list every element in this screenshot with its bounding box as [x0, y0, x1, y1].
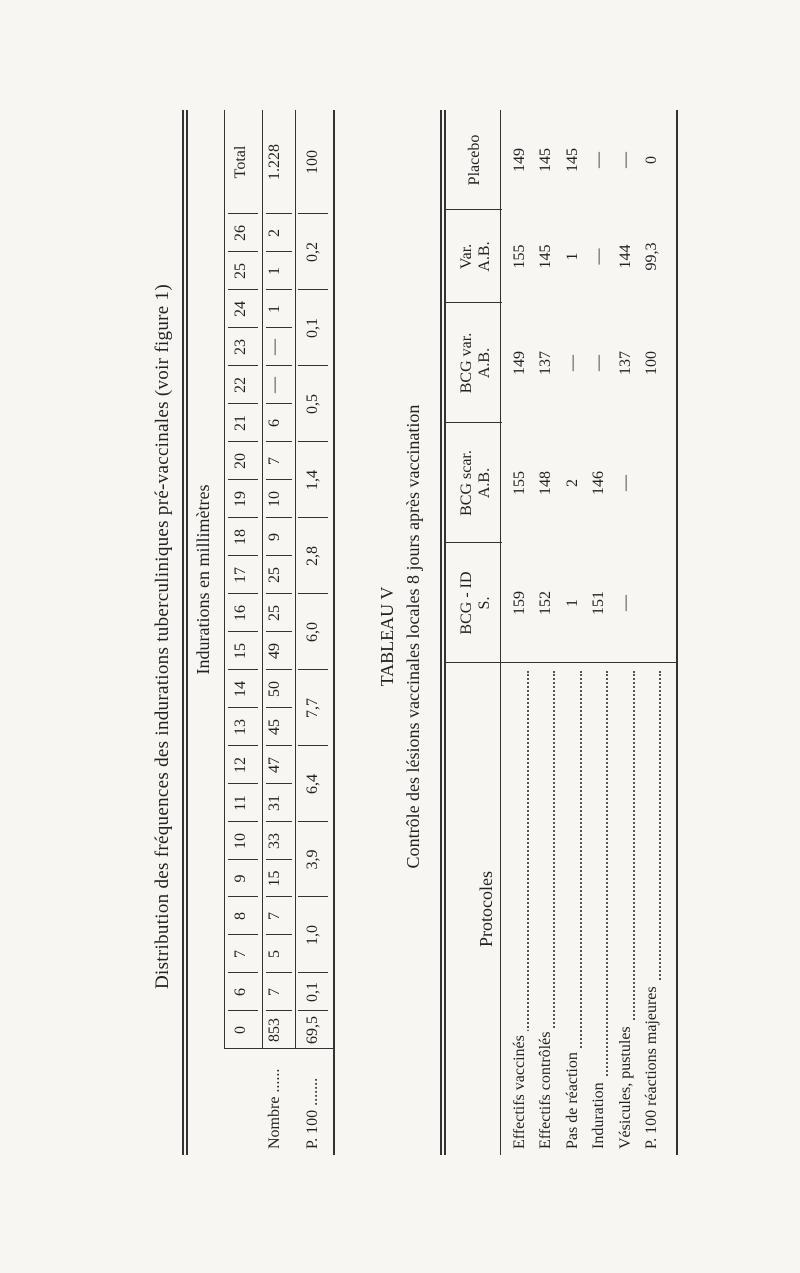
table4-title: Distribution des fréquences des indurations tuberculiniques pré-vaccinales (voir figure 1): [152, 284, 173, 989]
table4-col-header: Total: [232, 145, 249, 179]
table4-row-nombre-label: Nombre ......: [266, 1068, 283, 1149]
table4-cell: 1: [266, 305, 283, 313]
table4-cell: 33: [266, 833, 283, 849]
table4-col-header: 16: [232, 605, 249, 621]
table5-cell: 100: [643, 351, 660, 375]
table4-col-rule: [228, 403, 258, 404]
table5-row-label: Pas de réaction: [564, 1048, 582, 1149]
table5-cell: 2: [564, 479, 581, 487]
table4-col-header: 22: [232, 377, 249, 393]
table4-col-header: 11: [232, 795, 249, 811]
table4-cell: 0,2: [304, 242, 321, 262]
table4-row-rule: [295, 110, 296, 1049]
table4-col-rule: [298, 745, 328, 746]
table4-col-rule: [228, 859, 258, 860]
table5-col-header-line2: S.: [476, 596, 493, 610]
table5-cell: 145: [564, 148, 581, 172]
table4-col-rule: [266, 934, 292, 935]
table4-col-rule: [266, 669, 292, 670]
table4-col-rule: [298, 669, 328, 670]
table4-cell: 6,4: [304, 774, 321, 794]
table5-cell: 149: [511, 351, 528, 375]
table4-cell: 1,0: [304, 925, 321, 945]
table4-col-header: 26: [232, 225, 249, 241]
table4-top-rule: [182, 110, 184, 1155]
table4-cell: 100: [304, 150, 321, 174]
table4-col-header: 13: [232, 719, 249, 735]
table4-cell: 10: [266, 491, 283, 507]
table4-cell: 7: [266, 457, 283, 465]
table4-col-header: 12: [232, 757, 249, 773]
table4-cell: 47: [266, 757, 283, 773]
table4-col-header: 25: [232, 263, 249, 279]
table4-group-header: Indurations en millimètres: [193, 484, 213, 675]
table4-col-rule: [228, 707, 258, 708]
table5-cell: 149: [511, 148, 528, 172]
table4-cell: 0,5: [304, 394, 321, 414]
table5-header-rule: [500, 110, 501, 1155]
table5-col-header-line1: Placebo: [466, 134, 483, 186]
table4-cell: 5: [266, 950, 283, 958]
table4-col-rule: [228, 934, 258, 935]
table4-cell: 1: [266, 267, 283, 275]
table4-col-rule: [228, 896, 258, 897]
table5-cell: 1: [564, 252, 581, 261]
table5-top-rule-2: [444, 110, 446, 1155]
table5-col-header-line1: BCG scar.: [458, 450, 475, 516]
table4-col-rule: [228, 289, 258, 290]
table5-cell: 137: [537, 351, 554, 375]
table4-col-rule: [298, 1010, 328, 1011]
table4-cell: 15: [266, 870, 283, 887]
table4-col-header: 20: [232, 453, 249, 469]
table4-col-rule: [266, 745, 292, 746]
table4-col-rule: [266, 707, 292, 708]
table4-cell: 6: [266, 419, 283, 427]
table4-cell: 45: [266, 719, 283, 735]
table5-col-header-line2: A.B.: [476, 467, 493, 499]
table4-cell: 7,7: [304, 698, 321, 718]
table4-col-rule: [228, 251, 258, 252]
table4-col-rule: [298, 821, 328, 822]
table5-title: TABLEAU V: [377, 586, 397, 687]
table4-cell: —: [266, 339, 283, 355]
table4-cell: 2: [266, 229, 283, 237]
table4-col-rule: [298, 593, 328, 594]
table4-col-rule: [228, 1010, 258, 1011]
table4-col-rule: [266, 479, 292, 480]
table5-row-label: Effectifs vaccinés: [511, 1031, 529, 1149]
table4-cell: 25: [266, 567, 283, 583]
table4-col-rule: [266, 327, 292, 328]
table4-col-header: 14: [232, 681, 249, 697]
table4-col-header: 23: [232, 339, 249, 355]
table4-col-rule: [298, 441, 328, 442]
table4-col-rule: [266, 517, 292, 518]
table4-cell: 6,0: [304, 622, 321, 642]
table4-cell: 50: [266, 681, 283, 697]
table4-col-header: 0: [232, 1026, 249, 1034]
table4-col-rule: [266, 783, 292, 784]
table4-col-rule: [298, 896, 328, 897]
table5-cell: —: [617, 475, 634, 491]
table5-col-rule: [446, 542, 502, 543]
table4-col-rule: [228, 821, 258, 822]
table4-cell: 49: [266, 643, 283, 659]
table5-cell: 146: [590, 471, 607, 495]
table5-row-label: Effectifs contrôlés: [537, 1028, 555, 1149]
table5-cell: 0: [643, 156, 660, 164]
table5-cell: 155: [511, 471, 528, 495]
table5-cell: —: [590, 152, 607, 168]
table4-col-rule: [298, 365, 328, 366]
table4-cell: 0,1: [304, 982, 321, 1002]
table4-col-header: 8: [232, 912, 249, 920]
table5-col-rule: [446, 422, 502, 423]
table5-col-header-line1: Var.: [458, 243, 475, 270]
table4-col-rule: [266, 821, 292, 822]
table4-col-header: 7: [232, 950, 249, 958]
table4-col-rule: [298, 517, 328, 518]
table4-cell: 1,4: [304, 470, 321, 490]
table5-col-header-line1: BCG var.: [458, 332, 475, 394]
table4-col-rule: [228, 972, 258, 973]
table5-cell: 137: [617, 351, 634, 375]
table4-cell: 7: [266, 988, 283, 996]
table5-cell: 145: [537, 148, 554, 172]
table5-col-header-line2: A.B.: [476, 241, 493, 272]
table5-cell: 1: [564, 599, 581, 607]
table4-col-rule: [228, 441, 258, 442]
table4-col-header: 9: [232, 874, 249, 883]
table4-cell: —: [266, 377, 283, 393]
table5-cell: 151: [590, 591, 607, 615]
table4-col-rule: [228, 365, 258, 366]
table5-cell: 99,3: [643, 242, 660, 271]
table4-col-header: 15: [232, 643, 249, 659]
table4-col-header: 6: [232, 988, 249, 996]
table4-col-header: 17: [232, 567, 249, 583]
table4-col-rule: [266, 403, 292, 404]
table4-col-rule: [266, 1010, 292, 1011]
table4-row-p100-label: P. 100 .......: [304, 1077, 321, 1149]
table4-col-rule: [298, 289, 328, 290]
table4-col-rule: [228, 669, 258, 670]
table4-cell: 853: [266, 1018, 283, 1042]
table4-header-rule: [262, 110, 263, 1049]
table4-cell: 69,5: [304, 1016, 321, 1044]
table4-cell: 7: [266, 912, 283, 920]
table4-group-rule: [224, 110, 225, 1049]
table4-cell: 31: [266, 795, 283, 811]
table5-row-label: Vésicules, pustules: [617, 1022, 635, 1149]
table4-col-rule: [228, 783, 258, 784]
table4-col-rule: [266, 631, 292, 632]
table4-col-rule: [228, 213, 258, 214]
table5-cell: 145: [537, 244, 554, 269]
table4-col-header: 19: [232, 491, 249, 507]
table4-col-rule: [298, 213, 328, 214]
table5-cell: —: [590, 248, 607, 265]
table5-cell: 144: [617, 244, 634, 269]
table4-col-rule: [228, 745, 258, 746]
table5-cell: 148: [537, 471, 554, 495]
table5-cell: —: [590, 355, 607, 371]
table4-col-rule: [228, 555, 258, 556]
table4-col-rule: [266, 213, 292, 214]
table4-col-rule: [228, 631, 258, 632]
table5-header-protocoles: Protocoles: [476, 871, 496, 947]
table4-cell: 1.228: [266, 144, 283, 180]
table4-col-rule: [266, 441, 292, 442]
table4-cell: 25: [266, 605, 283, 621]
table4-col-rule: [228, 517, 258, 518]
table5-row-label: P. 100 réactions majeures: [643, 982, 661, 1149]
table5-cell: 159: [511, 591, 528, 615]
table5-col-rule: [446, 302, 502, 303]
table4-top-rule-2: [186, 110, 188, 1155]
table5-cell: —: [617, 152, 634, 168]
table4-col-rule: [266, 555, 292, 556]
table4-bottom-rule: [333, 110, 335, 1155]
table5-row-label: Induration: [590, 1078, 608, 1149]
table5-cell: 155: [511, 244, 528, 269]
table4-cell: 9: [266, 533, 283, 541]
table4-cell: 3,9: [304, 849, 321, 870]
table4-col-rule: [266, 289, 292, 290]
table5-cell: 152: [537, 591, 554, 615]
table5-col-rule: [446, 209, 502, 210]
table4-col-rule: [266, 859, 292, 860]
table4-col-rule: [228, 327, 258, 328]
table5-top-rule: [440, 110, 442, 1155]
table4-cell: 0,1: [304, 318, 321, 338]
table4-col-rule: [266, 972, 292, 973]
table4-col-rule: [266, 593, 292, 594]
table4-col-rule: [228, 593, 258, 594]
table4-col-rule: [228, 479, 258, 480]
table5-cell: —: [564, 355, 581, 371]
table4-col-header: 21: [232, 415, 249, 431]
table4-col-header: 10: [232, 833, 249, 849]
table4-col-rule: [266, 365, 292, 366]
table4-col-rule: [298, 972, 328, 973]
table4-col-header: 24: [232, 301, 249, 317]
table5-cell: —: [617, 595, 634, 611]
table5-col-header-line1: BCG - ID: [458, 571, 475, 635]
table4-col-rule: [266, 896, 292, 897]
table5-subtitle: Contrôle des lésions vaccinales locales 8 jours après vaccination: [403, 404, 423, 869]
table4-col-header: 18: [232, 529, 249, 545]
table4-col-rule: [266, 251, 292, 252]
table5-col-header-line2: A.B.: [476, 347, 493, 379]
table4-cell: 2,8: [304, 546, 321, 566]
table5-bottom-rule: [676, 110, 678, 1155]
table5-leader-dots: [606, 671, 608, 1143]
